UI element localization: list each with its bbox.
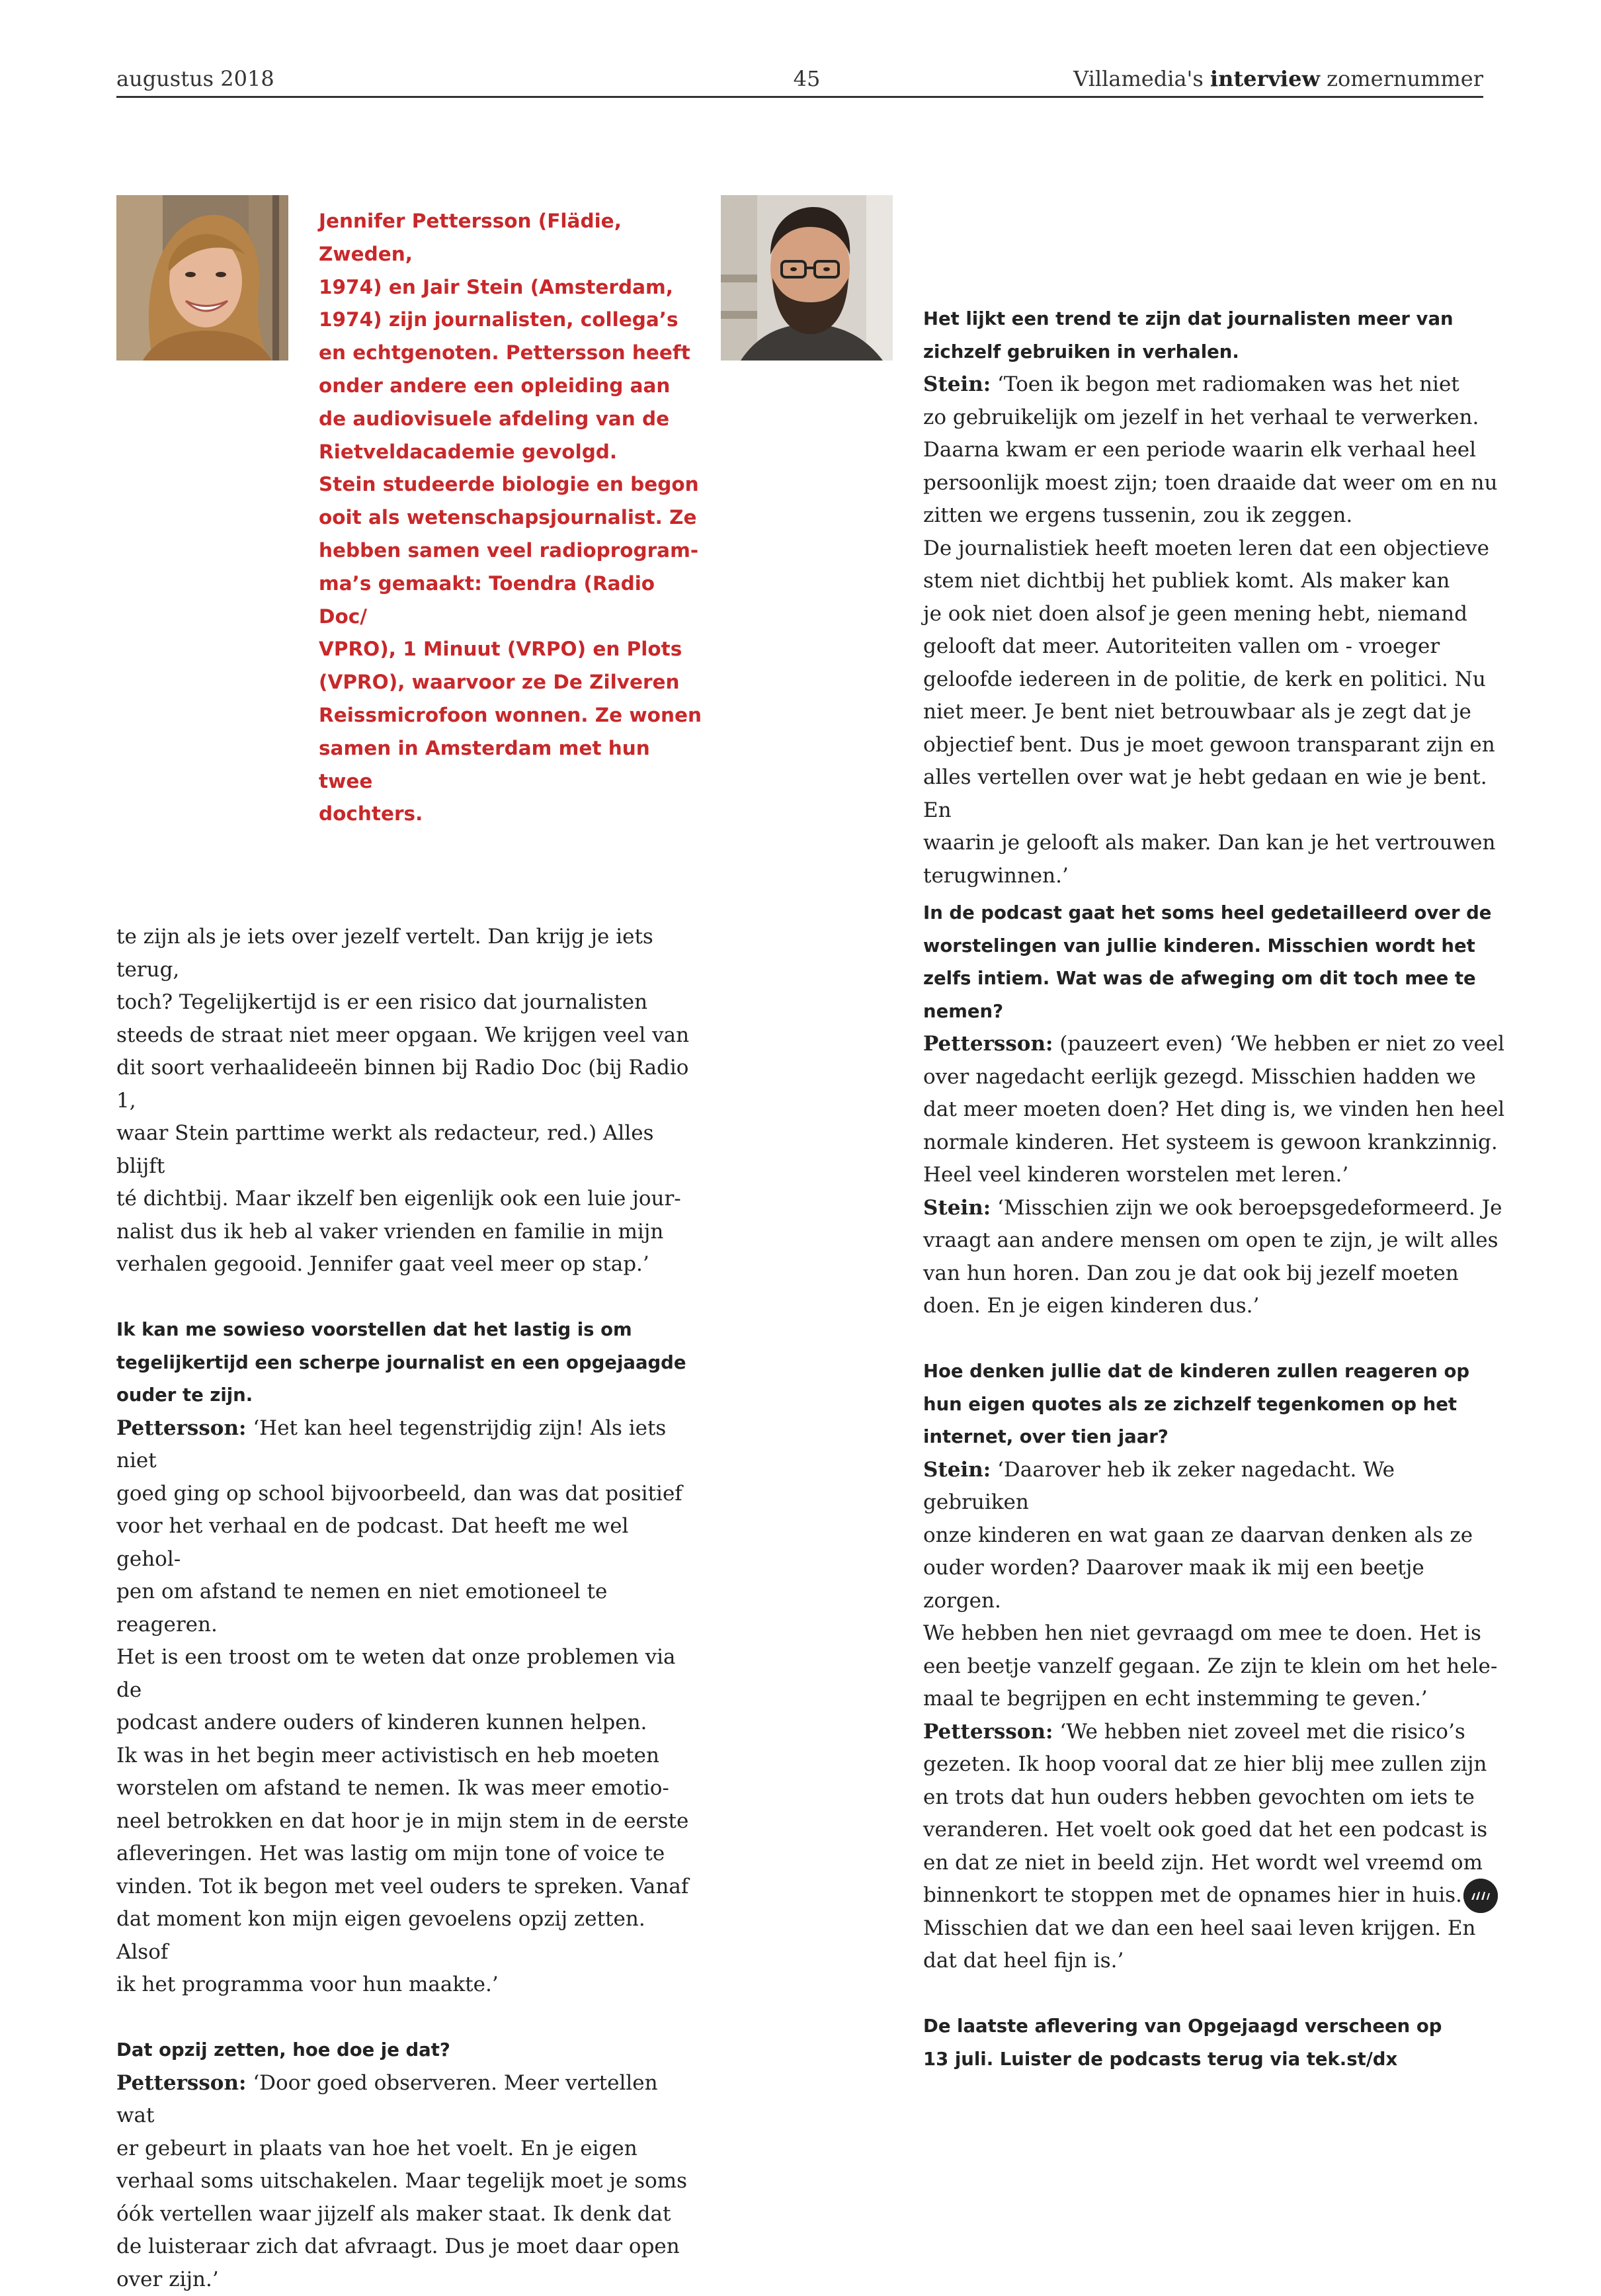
answer-line: je ook niet doen alsof je geen mening hebt, niemand bbox=[923, 598, 1505, 631]
bio-line: samen in Amsterdam met hun twee bbox=[319, 732, 702, 798]
answer-line: podcast andere ouders of kinderen kunnen helpen. bbox=[116, 1707, 698, 1740]
question-line: Hoe denken jullie dat de kinderen zullen reageren op bbox=[923, 1355, 1505, 1388]
body-line: verhalen gegooid. Jennifer gaat veel meer op stap.’ bbox=[116, 1248, 698, 1281]
question-line: zelfs intiem. Wat was de afweging om dit toch mee te bbox=[923, 962, 1505, 996]
answer-text: ‘Toen ik begon met radiomaken was het niet bbox=[991, 372, 1459, 396]
answer-line bbox=[923, 1028, 1505, 1061]
question-line: In de podcast gaat het soms heel gedetailleerd over de bbox=[923, 897, 1505, 930]
answer-line: van hun horen. Dan zou je dat ook bij jezelf moeten bbox=[923, 1257, 1505, 1291]
answer-line: neel betrokken en dat hoor je in mijn stem in de eerste bbox=[116, 1805, 698, 1838]
answer-line bbox=[116, 2067, 698, 2133]
answer-line: en dat ze niet in beeld zijn. Het wordt wel vreemd om bbox=[923, 1847, 1505, 1880]
right-column-bottom bbox=[923, 897, 1505, 2076]
bio-line: Rietveldacademie gevolgd. bbox=[319, 436, 702, 469]
paragraph-gap bbox=[923, 1323, 1505, 1356]
question-line: internet, over tien jaar? bbox=[923, 1421, 1505, 1454]
bio-line: dochters. bbox=[319, 798, 702, 831]
closing-line: 13 juli. Luister de podcasts terug via tek.st/dx bbox=[923, 2043, 1505, 2076]
bio-line: VPRO), 1 Minuut (VRPO) en Plots bbox=[319, 633, 702, 666]
answer-line bbox=[923, 368, 1505, 402]
bio-text bbox=[319, 205, 702, 831]
paragraph-gap bbox=[116, 2002, 698, 2035]
answer-line: de luisteraar zich dat afvraagt. Dus je moet daar open bbox=[116, 2231, 698, 2264]
answer-line: Misschien dat we dan een heel saai leven krijgen. En bbox=[923, 1912, 1505, 1945]
paragraph-gap bbox=[116, 1281, 698, 1314]
villamedia-logo-icon bbox=[1463, 1879, 1498, 1913]
portrait-pettersson bbox=[116, 195, 288, 361]
answer-line: doen. En je eigen kinderen dus.’ bbox=[923, 1290, 1505, 1323]
answer-line: worstelen om afstand te nemen. Ik was meer emotio- bbox=[116, 1772, 698, 1805]
body-line: steeds de straat niet meer opgaan. We krijgen veel van bbox=[116, 1019, 698, 1052]
answer-line: zitten we ergens tussenin, zou ik zeggen. bbox=[923, 499, 1505, 532]
answer-line: objectief bent. Dus je moet gewoon transparant zijn en bbox=[923, 729, 1505, 762]
bio-line: 1974) zijn journalisten, collega’s bbox=[319, 304, 702, 337]
answer-line: maal te begrijpen en echt instemming te geven.’ bbox=[923, 1683, 1505, 1716]
answer-line: binnenkort te stoppen met de opnames hier in huis. bbox=[923, 1879, 1505, 1912]
answer-line: zo gebruikelijk om jezelf in het verhaal te verwerken. bbox=[923, 402, 1505, 435]
answer-line: onze kinderen en wat gaan ze daarvan denken als ze bbox=[923, 1519, 1505, 1552]
bio-line: (VPRO), waarvoor ze De Zilveren bbox=[319, 666, 702, 699]
publication-bold: interview bbox=[1210, 66, 1320, 91]
answer-line: dat moment kon mijn eigen gevoelens opzij zetten. Alsof bbox=[116, 1903, 698, 1969]
question-line: worstelingen van jullie kinderen. Misschien wordt het bbox=[923, 930, 1505, 963]
answer-line: afleveringen. Het was lastig om mijn tone of voice te bbox=[116, 1838, 698, 1871]
answer-line: gezeten. Ik hoop vooral dat ze hier blij mee zullen zijn bbox=[923, 1748, 1505, 1781]
body-line: dit soort verhaalideeën binnen bij Radio Doc (bij Radio 1, bbox=[116, 1052, 698, 1117]
bio-line: Reissmicrofoon wonnen. Ze wonen bbox=[319, 699, 702, 732]
paragraph-gap bbox=[923, 1978, 1505, 2011]
answer-line: geloofde iedereen in de politie, de kerk en politici. Nu bbox=[923, 663, 1505, 697]
speaker-label: Pettersson: bbox=[116, 2071, 246, 2095]
question-line: hun eigen quotes als ze zichzelf tegenkomen op het bbox=[923, 1388, 1505, 1422]
page-number: 45 bbox=[787, 62, 827, 95]
answer-line bbox=[923, 1454, 1505, 1519]
bio-line: Jennifer Pettersson (Flädie, Zweden, bbox=[319, 205, 702, 271]
question-line: Het lijkt een trend te zijn dat journalisten meer van bbox=[923, 303, 1505, 336]
question-line: Dat opzij zetten, hoe doe je dat? bbox=[116, 2034, 698, 2067]
body-line: té dichtbij. Maar ikzelf ben eigenlijk ook een luie jour- bbox=[116, 1183, 698, 1216]
answer-line: ouder worden? Daarover maak ik mij een beetje zorgen. bbox=[923, 1552, 1505, 1617]
publication-suffix: zomernummer bbox=[1327, 66, 1483, 91]
speaker-label: Stein: bbox=[923, 1196, 991, 1220]
answer-line: óók vertellen waar jijzelf als maker staat. Ik denk dat bbox=[116, 2198, 698, 2231]
answer-text: ‘Door goed observeren. Meer vertellen wat bbox=[116, 2071, 658, 2128]
bio-line: de audiovisuele afdeling van de bbox=[319, 403, 702, 436]
speaker-label: Pettersson: bbox=[923, 1032, 1053, 1056]
bio-line: en echtgenoten. Pettersson heeft bbox=[319, 337, 702, 370]
answer-line: Heel veel kinderen worstelen met leren.’ bbox=[923, 1159, 1505, 1192]
portrait-stein bbox=[721, 195, 893, 361]
answer-line: persoonlijk moest zijn; toen draaide dat weer om en nu bbox=[923, 467, 1505, 500]
speaker-label: Pettersson: bbox=[923, 1720, 1053, 1744]
answer-text: ‘Misschien zijn we ook beroepsgedeformeerd. Je bbox=[991, 1196, 1502, 1220]
answer-line: voor het verhaal en de podcast. Dat heeft me wel gehol- bbox=[116, 1510, 698, 1576]
header-rule bbox=[116, 96, 1483, 98]
answer-line: We hebben hen niet gevraagd om mee te doen. Het is bbox=[923, 1617, 1505, 1650]
speaker-label: Stein: bbox=[923, 1458, 991, 1482]
answer-line: dat meer moeten doen? Het ding is, we vinden hen heel bbox=[923, 1093, 1505, 1127]
answer-line: over nagedacht eerlijk gezegd. Misschien hadden we bbox=[923, 1061, 1505, 1094]
answer-text: ‘We hebben niet zoveel met die risico’s bbox=[1053, 1720, 1465, 1744]
answer-text: ‘Daarover heb ik zeker nagedacht. We gebruiken bbox=[923, 1458, 1395, 1515]
body-line: toch? Tegelijkertijd is er een risico dat journalisten bbox=[116, 986, 698, 1019]
answer-text: ‘Het kan heel tegenstrijdig zijn! Als iets niet bbox=[116, 1416, 666, 1473]
answer-line bbox=[116, 1412, 698, 1478]
publication-title bbox=[1073, 62, 1483, 95]
body-line: nalist dus ik heb al vaker vrienden en familie in mijn bbox=[116, 1216, 698, 1249]
question-line: ouder te zijn. bbox=[116, 1379, 698, 1412]
question-line: nemen? bbox=[923, 996, 1505, 1029]
speaker-label: Pettersson: bbox=[116, 1416, 246, 1440]
left-column bbox=[116, 921, 698, 2296]
bio-line: ooit als wetenschapsjournalist. Ze bbox=[319, 501, 702, 534]
answer-line: vraagt aan andere mensen om open te zijn, je wilt alles bbox=[923, 1224, 1505, 1257]
answer-line: Daarna kwam er een periode waarin elk verhaal heel bbox=[923, 434, 1505, 467]
bio-line: hebben samen veel radioprogram- bbox=[319, 534, 702, 568]
answer-line: alles vertellen over wat je hebt gedaan en wie je bent. En bbox=[923, 761, 1505, 827]
bio-line: 1974) en Jair Stein (Amsterdam, bbox=[319, 271, 702, 304]
closing-line: De laatste aflevering van Opgejaagd verscheen op bbox=[923, 2010, 1505, 2043]
answer-line: De journalistiek heeft moeten leren dat een objectieve bbox=[923, 532, 1505, 566]
answer-line: en trots dat hun ouders hebben gevochten om iets te bbox=[923, 1781, 1505, 1814]
answer-line: waarin je gelooft als maker. Dan kan je het vertrouwen bbox=[923, 827, 1505, 860]
answer-line: goed ging op school bijvoorbeeld, dan was dat positief bbox=[116, 1478, 698, 1511]
body-line: waar Stein parttime werkt als redacteur, red.) Alles blijft bbox=[116, 1117, 698, 1183]
answer-line: er gebeurt in plaats van hoe het voelt. En je eigen bbox=[116, 2133, 698, 2166]
answer-text: (pauzeert even) ‘We hebben er niet zo veel bbox=[1053, 1032, 1504, 1056]
question-line: Ik kan me sowieso voorstellen dat het lastig is om bbox=[116, 1314, 698, 1347]
speaker-label: Stein: bbox=[923, 372, 991, 396]
answer-line: dat dat heel fijn is.’ bbox=[923, 1945, 1505, 1978]
answer-line: vinden. Tot ik begon met veel ouders te spreken. Vanaf bbox=[116, 1871, 698, 1904]
answer-line: een beetje vanzelf gegaan. Ze zijn te klein om het hele- bbox=[923, 1650, 1505, 1683]
bio-line: Stein studeerde biologie en begon bbox=[319, 468, 702, 501]
question-line: tegelijkertijd een scherpe journalist en een opgejaagde bbox=[116, 1347, 698, 1380]
bio-line: ma’s gemaakt: Toendra (Radio Doc/ bbox=[319, 568, 702, 634]
answer-line: stem niet dichtbij het publiek komt. Als maker kan bbox=[923, 565, 1505, 598]
question-line: zichzelf gebruiken in verhalen. bbox=[923, 336, 1505, 369]
answer-line: terugwinnen.’ bbox=[923, 860, 1505, 893]
answer-line: over zijn.’ bbox=[116, 2264, 698, 2296]
answer-line: ik het programma voor hun maakte.’ bbox=[116, 1969, 698, 2002]
bio-line: onder andere een opleiding aan bbox=[319, 370, 702, 403]
body-line: te zijn als je iets over jezelf vertelt. Dan krijg je iets terug, bbox=[116, 921, 698, 986]
answer-line: Het is een troost om te weten dat onze problemen via de bbox=[116, 1641, 698, 1707]
answer-line: normale kinderen. Het systeem is gewoon krankzinnig. bbox=[923, 1127, 1505, 1160]
answer-line: pen om afstand te nemen en niet emotioneel te reageren. bbox=[116, 1576, 698, 1641]
answer-line: niet meer. Je bent niet betrouwbaar als je zegt dat je bbox=[923, 696, 1505, 729]
answer-line bbox=[923, 1192, 1505, 1225]
answer-line: Ik was in het begin meer activistisch en heb moeten bbox=[116, 1740, 698, 1773]
answer-line bbox=[923, 1716, 1505, 1749]
header-date: augustus 2018 bbox=[116, 62, 274, 95]
answer-line: gelooft dat meer. Autoriteiten vallen om - vroeger bbox=[923, 630, 1505, 663]
publication-prefix: Villamedia's bbox=[1073, 66, 1204, 91]
answer-line: veranderen. Het voelt ook goed dat het een podcast is bbox=[923, 1814, 1505, 1847]
right-column-top bbox=[923, 303, 1505, 892]
answer-line: verhaal soms uitschakelen. Maar tegelijk moet je soms bbox=[116, 2165, 698, 2198]
